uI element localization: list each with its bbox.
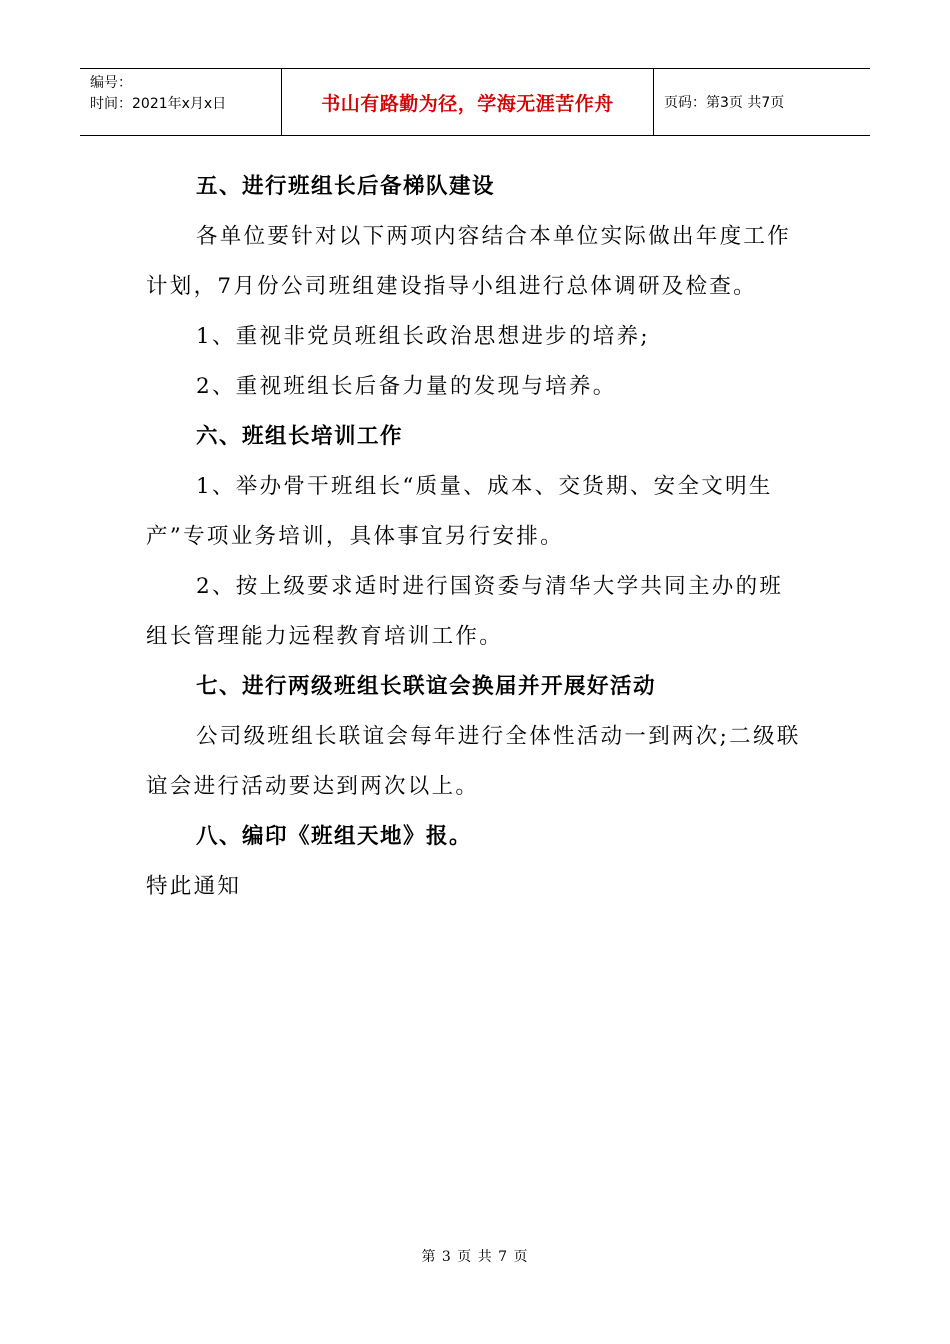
header-motto: 书山有路勤为径，学海无涯苦作舟 (282, 69, 654, 135)
page-footer: 第 3 页 共 7 页 (421, 1249, 529, 1265)
page-header (80, 68, 870, 136)
section-7-text: 公司级班组长联谊会每年进行全体性活动一到两次;二级联谊会进行活动要达到两次以上。 (146, 724, 801, 799)
section-heading-7: 七、进行两级班组长联谊会换届并开展好活动 (196, 674, 657, 699)
document-body (146, 162, 806, 912)
closing-text: 特此通知 (146, 874, 242, 899)
section-heading-6: 六、班组长培训工作 (196, 424, 404, 449)
section-heading-5: 五、进行班组长后备梯队建设 (196, 174, 496, 199)
header-page-label: 页码：第3页 共7页 (664, 95, 785, 111)
document-date-label: 时间：2021年x月x日 (90, 96, 227, 112)
section-5-item-2: 2、重视班组长后备力量的发现与培养。 (196, 374, 617, 399)
section-6-item-2: 2、按上级要求适时进行国资委与清华大学共同主办的班组长管理能力远程教育培训工作。 (146, 574, 784, 649)
section-5-item-1: 1、重视非党员班组长政治思想进步的培养; (196, 324, 650, 349)
section-5-intro: 各单位要针对以下两项内容结合本单位实际做出年度工作计划，7月份公司班组建设指导小组进行总体调研及检查。 (146, 224, 792, 299)
section-6-item-1: 1、举办骨干班组长“质量、成本、交货期、安全文明生产”专项业务培训，具体事宜另行安排。 (146, 474, 773, 549)
document-number-label: 编号： (90, 75, 132, 91)
section-heading-8: 八、编印《班组天地》报。 (196, 824, 473, 849)
header-meta (80, 69, 282, 135)
